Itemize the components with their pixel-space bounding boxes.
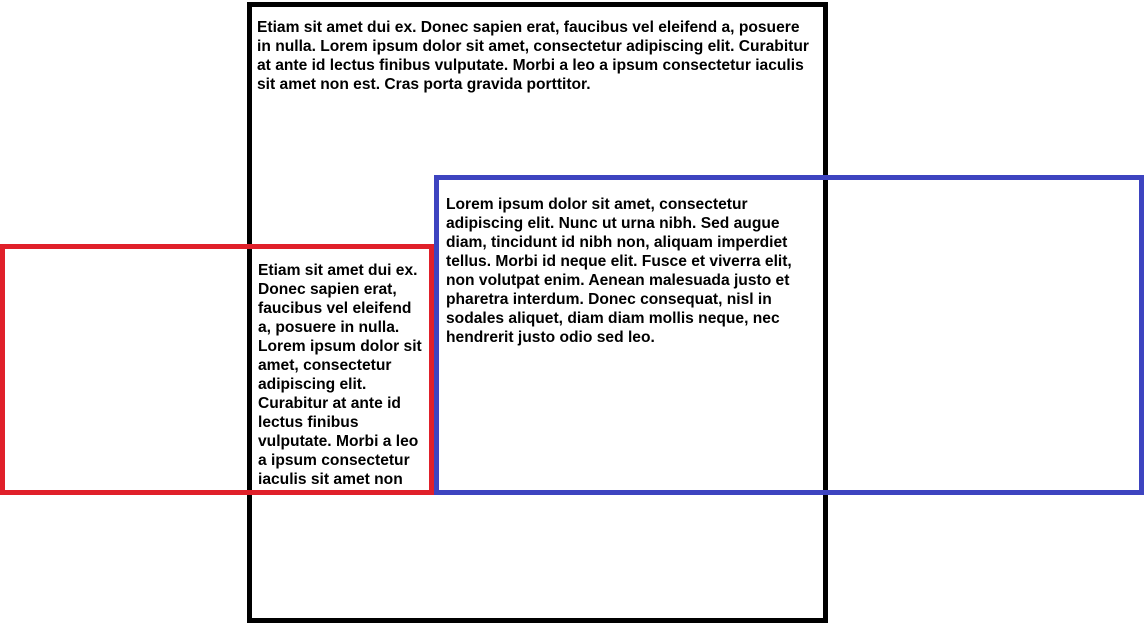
red-box-paragraph: Etiam sit amet dui ex. Donec sapien erat, faucibus vel eleifend a, posuere in nulla. Lorem ipsum dolor sit amet, consectetur adipiscing elit. Curabitur at ante id lectus finibus vulputate. Morbi a leo a ipsum consectetur iaculis sit amet non [258, 262, 422, 488]
outer-box-paragraph: Etiam sit amet dui ex. Donec sapien erat, faucibus vel eleifend a, posuere in nulla. Lorem ipsum dolor sit amet, consectetur adipiscing elit. Curabitur at ante id lectus finibus vulputate. Morbi a leo a ipsum consectetur iaculis sit amet non est. Cras porta gravida porttitor. [257, 19, 809, 93]
blue-box-paragraph: Lorem ipsum dolor sit amet, consectetur adipiscing elit. Nunc ut urna nibh. Sed augue diam, tincidunt id nibh non, aliquam imperdiet tellus. Morbi id neque elit. Fusce et viverra elit, non volutpat enim. Aenean malesuada justo et pharetra interdum. Donec consequat, nisl in sodales aliquet, diam diam mollis neque, nec hendrerit justo odio sed leo. [446, 196, 792, 346]
